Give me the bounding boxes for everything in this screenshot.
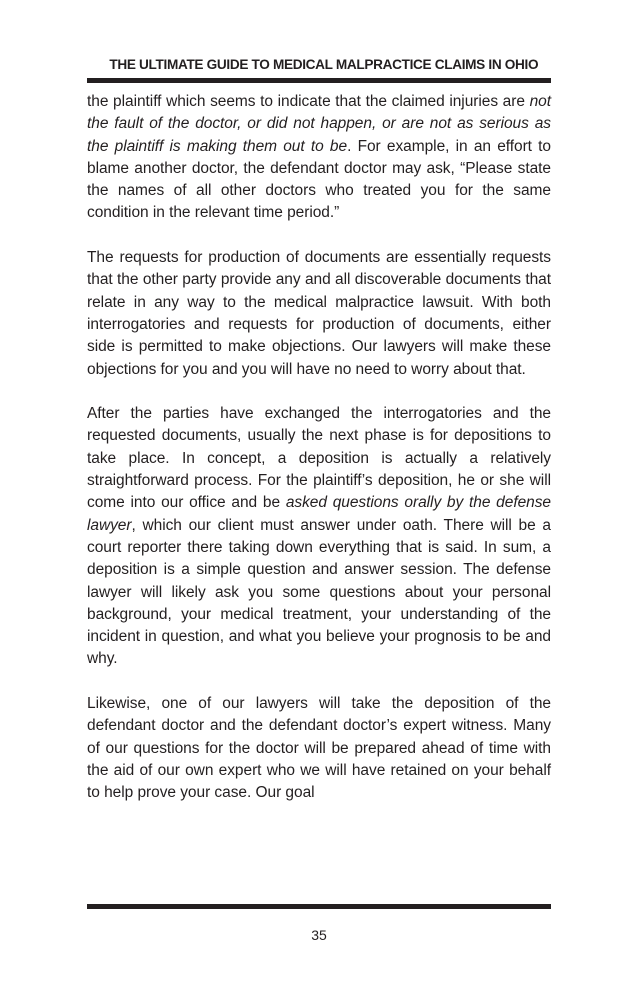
paragraph-1-text-1: the plaintiff which seems to indicate that the claimed injuries are — [87, 93, 530, 110]
paragraph-3 — [87, 403, 551, 671]
page-number: 35 — [311, 927, 327, 943]
paragraph-3-text-2: , which our client must answer under oath. There will be a court reporter there taking down everything that is said. In sum, a deposition is a simple question and answer session. The defense lawyer will likely ask you some questions about your personal background, your medical treatment, your understanding of the incident in question, and what you believe your prognosis to be and why. — [87, 516, 551, 668]
paragraph-3-emphasis: asked questions orally by the defense lawyer — [87, 494, 551, 534]
paragraph-1 — [87, 91, 551, 225]
footer-rule — [87, 904, 551, 909]
header-rule — [87, 78, 551, 83]
paragraph-2-text-1: The requests for production of documents are essentially requests that the other party provide any and all discoverable documents that relate in any way to the medical malpractice lawsuit. With both interrogatories and requests for production of documents, either side is permitted to make objections. Our lawyers will make these objections for you and you will have no need to worry about that. — [87, 249, 551, 378]
running-header: THE ULTIMATE GUIDE TO MEDICAL MALPRACTICE CLAIMS IN OHIO — [109, 57, 539, 73]
body-text — [87, 91, 551, 805]
paragraph-4-text-1: Likewise, one of our lawyers will take the deposition of the defendant doctor and the defendant doctor’s expert witness. Many of our questions for the doctor will be prepared ahead of time with the aid of our own expert who we will have retained on your behalf to help prove your case. Our goal — [87, 695, 551, 802]
book-page — [87, 56, 551, 805]
paragraph-1-text-2: . For example, in an effort to blame another doctor, the defendant doctor may ask, “Please state the names of all other doctors who treated you for the same condition in the relevant time period.” — [87, 137, 551, 222]
paragraph-4 — [87, 693, 551, 804]
paragraph-3-text-1: After the parties have exchanged the interrogatories and the requested documents, usually the next phase is for depositions to take place. In concept, a deposition is actually a relatively straightforward process. For the plaintiff’s deposition, he or she will come into our office and be — [87, 405, 551, 512]
paragraph-1-emphasis: not the fault of the doctor, or did not happen, or are not as serious as the plaintiff is making them out to be — [87, 93, 551, 155]
paragraph-2 — [87, 247, 551, 381]
